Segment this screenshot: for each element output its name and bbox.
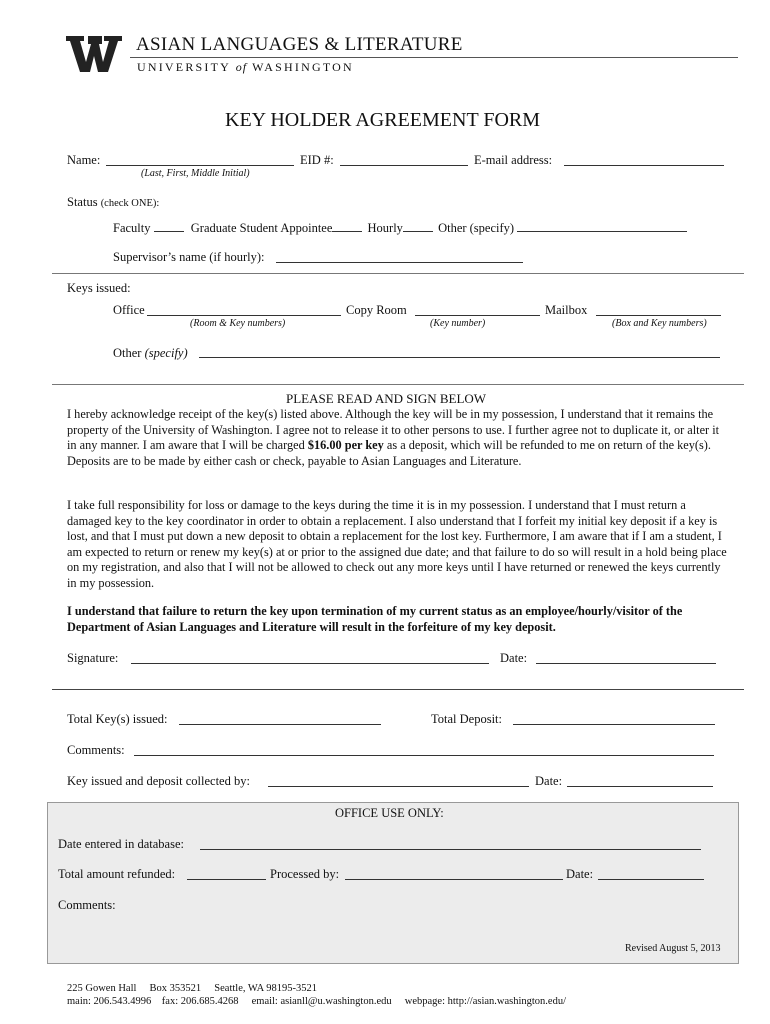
supervisor-label: Supervisor’s name (if hourly): (113, 250, 265, 264)
refund-date-field[interactable] (598, 879, 704, 880)
name-label: Name: (67, 153, 101, 167)
keys-issued-label: Keys issued: (67, 281, 131, 295)
comments-field[interactable] (134, 755, 714, 756)
refunded-label: Total amount refunded: (58, 867, 176, 881)
office-label: Office (113, 303, 145, 317)
db-date-label: Date entered in database: (58, 837, 184, 851)
issued-date-label: Date: (535, 774, 563, 788)
agreement-paragraph-3: I understand that failure to return the key upon termination of my current status as an employee/hourly/visitor of the Department of Asian Languages and Literature will result in the forfeiture of my key deposit. (67, 604, 683, 634)
grad-check[interactable] (332, 219, 362, 232)
divider-2 (52, 384, 744, 385)
issued-by-field[interactable] (268, 786, 529, 787)
office-use-heading: OFFICE USE ONLY: (335, 806, 444, 820)
issued-by-label: Key issued and deposit collected by: (67, 774, 250, 788)
signature-date-field[interactable] (536, 663, 716, 664)
agreement-paragraph-1: I hereby acknowledge receipt of the key(s) listed above. Although the key will be in my possession, I understand that it remains the property of the University of Washington. I agree not to release it to other persons to use. I further agree not to duplicate it, or alter it in any manner. I am aware that I will be charged $16.00 per key as a deposit, which will be refunded to me on return of the key(s). Deposits are to be made by either cash or check, payable to Asian Languages and Literature. (67, 407, 720, 468)
office-use-box (47, 802, 739, 964)
office-hint: (Room & Key numbers) (190, 318, 286, 329)
uw-logo (66, 34, 122, 74)
mailbox-field[interactable] (596, 315, 721, 316)
processed-label: Processed by: (270, 867, 340, 881)
name-hint: (Last, First, Middle Initial) (141, 168, 250, 179)
eid-field[interactable] (340, 165, 468, 166)
total-deposit-label: Total Deposit: (431, 712, 502, 726)
footer-contact: main: 206.543.4996 fax: 206.685.4268 email: asianll@u.washington.edu webpage: http://asian.washington.edu/ (67, 996, 567, 1007)
other-status-field[interactable] (517, 219, 687, 232)
divider-1 (52, 273, 744, 274)
signature-date-label: Date: (500, 651, 528, 665)
mailbox-hint: (Box and Key numbers) (612, 318, 707, 329)
processed-field[interactable] (345, 879, 563, 880)
refund-date-label: Date: (566, 867, 594, 881)
supervisor-field[interactable] (276, 262, 523, 263)
footer-address: 225 Gowen Hall Box 353521 Seattle, WA 98195-3521 (67, 983, 318, 994)
refunded-field[interactable] (187, 879, 266, 880)
form-title: KEY HOLDER AGREEMENT FORM (225, 109, 541, 131)
status-options: Faculty Graduate Student Appointee Hourly Other (specify) (113, 219, 687, 236)
hourly-check[interactable] (403, 219, 433, 232)
divider-3 (52, 689, 744, 690)
copy-room-hint: (Key number) (430, 318, 486, 329)
copy-room-label: Copy Room (346, 303, 407, 317)
signature-field[interactable] (131, 663, 489, 664)
issued-date-field[interactable] (567, 786, 713, 787)
office-field[interactable] (147, 315, 341, 316)
total-keys-label: Total Key(s) issued: (67, 712, 168, 726)
eid-label: EID #: (300, 153, 334, 167)
comments-label: Comments: (67, 743, 125, 757)
signature-label: Signature: (67, 651, 119, 665)
mailbox-label: Mailbox (545, 303, 588, 317)
header-rule (130, 57, 738, 58)
copy-room-field[interactable] (415, 315, 540, 316)
agreement-paragraph-2: I take full responsibility for loss or damage to the keys during the time it is in my possession. I understand that I must return a damaged key to the key coordinator in order to obtain a replacement. I also understand that I forfeit my initial key deposit if a key is lost, and that I must put down a new deposit to obtain a replacement for the lost key. Furthermore, I am aware that if I am a student, I am expected to return or renew my key(s) at or prior to the assigned due date; and that failure to do so will result in a hold being place on my registration, and also that I will not be allowed to check out any more keys until I have returned or renewed the keys currently in my possession. (67, 498, 727, 590)
faculty-check[interactable] (154, 219, 184, 232)
agreement-heading: PLEASE READ AND SIGN BELOW (286, 391, 487, 406)
email-field[interactable] (564, 165, 724, 166)
db-date-field[interactable] (200, 849, 701, 850)
other-key-label: Other (specify) (113, 346, 188, 360)
dept-name: ASIAN LANGUAGES & LITERATURE (136, 34, 463, 55)
university-name: UNIVERSITY of WASHINGTON (137, 60, 354, 74)
total-deposit-field[interactable] (513, 724, 715, 725)
total-keys-field[interactable] (179, 724, 381, 725)
email-label: E-mail address: (474, 153, 553, 167)
office-comments-label: Comments: (58, 898, 116, 912)
revised-date: Revised August 5, 2013 (625, 943, 721, 954)
status-label: Status (check ONE): (67, 195, 160, 209)
name-field[interactable] (106, 165, 294, 166)
other-key-field[interactable] (199, 357, 720, 358)
